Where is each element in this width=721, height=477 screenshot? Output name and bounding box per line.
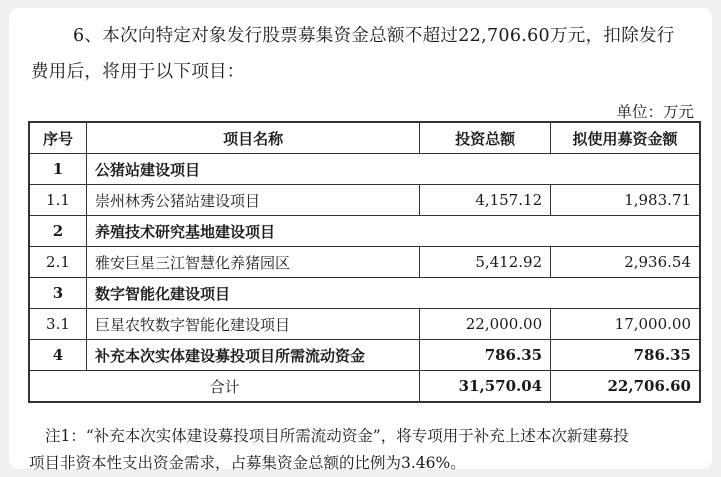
row-investment: 786.35 bbox=[420, 340, 551, 371]
row-seq: 2 bbox=[30, 216, 87, 247]
row-raised: 1,983.71 bbox=[551, 185, 700, 216]
row-raised: 786.35 bbox=[551, 340, 700, 371]
header-total-investment: 投资总额 bbox=[420, 123, 551, 154]
table-header-row bbox=[30, 123, 700, 154]
row-investment: 22,000.00 bbox=[420, 309, 551, 340]
footnote bbox=[29, 423, 694, 477]
unit-label: 单位：万元 bbox=[616, 103, 694, 121]
row-seq: 4 bbox=[30, 340, 87, 371]
table-row bbox=[30, 185, 700, 216]
table-row bbox=[30, 154, 700, 185]
row-raised: 2,936.54 bbox=[551, 247, 700, 278]
row-project-name: 补充本次实体建设募投项目所需流动资金 bbox=[86, 340, 419, 371]
row-seq: 2.1 bbox=[30, 247, 87, 278]
row-raised: 17,000.00 bbox=[551, 309, 700, 340]
footnote-line-1: 注1：“补充本次实体建设募投项目所需流动资金”，将专项用于补充上述本次新建募投 bbox=[45, 427, 629, 445]
row-seq: 3 bbox=[30, 278, 87, 309]
intro-paragraph bbox=[31, 18, 696, 90]
row-investment: 5,412.92 bbox=[420, 247, 551, 278]
total-raised: 22,706.60 bbox=[551, 371, 700, 402]
fund-usage-table bbox=[29, 122, 700, 402]
table-row bbox=[30, 278, 700, 309]
row-project-name: 雅安巨星三江智慧化养猪园区 bbox=[86, 247, 419, 278]
row-project-name: 养殖技术研究基地建设项目 bbox=[86, 216, 699, 247]
row-project-name: 巨星农牧数字智能化建设项目 bbox=[86, 309, 419, 340]
document-card bbox=[9, 8, 712, 472]
total-investment: 31,570.04 bbox=[420, 371, 551, 402]
row-seq: 3.1 bbox=[30, 309, 87, 340]
table-row bbox=[30, 309, 700, 340]
intro-line-2: 费用后，将用于以下项目： bbox=[31, 62, 245, 82]
header-project-name: 项目名称 bbox=[86, 123, 419, 154]
table-row bbox=[30, 247, 700, 278]
row-project-name: 崇州林秀公猪站建设项目 bbox=[86, 185, 419, 216]
footnote-line-2: 项目非资本性支出资金需求，占募集资金总额的比例为3.46%。 bbox=[29, 454, 466, 472]
row-seq: 1.1 bbox=[30, 185, 87, 216]
table-row bbox=[30, 340, 700, 371]
total-row bbox=[30, 371, 700, 402]
header-raised-funds: 拟使用募资金额 bbox=[551, 123, 700, 154]
total-label: 合计 bbox=[30, 371, 420, 402]
row-project-name: 数字智能化建设项目 bbox=[86, 278, 699, 309]
intro-line-1: 6、本次向特定对象发行股票募集资金总额不超过22,706.60万元，扣除发行 bbox=[73, 26, 675, 46]
row-seq: 1 bbox=[30, 154, 87, 185]
table-row bbox=[30, 216, 700, 247]
header-seq: 序号 bbox=[30, 123, 87, 154]
row-project-name: 公猪站建设项目 bbox=[86, 154, 699, 185]
row-investment: 4,157.12 bbox=[420, 185, 551, 216]
